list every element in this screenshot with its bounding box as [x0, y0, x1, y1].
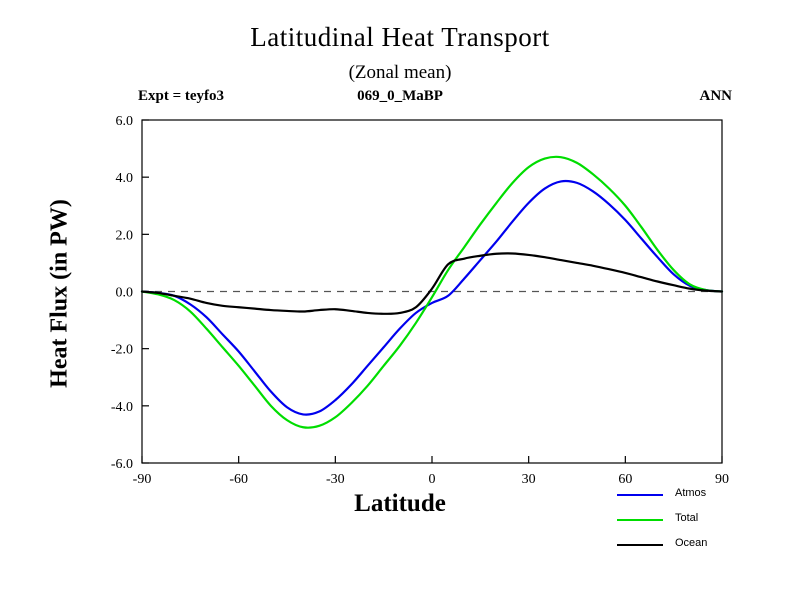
- experiment-annotation: Expt = teyfo3: [138, 88, 225, 104]
- legend-item-atmos: [617, 483, 782, 508]
- series-line-ocean: [142, 253, 722, 313]
- x-tick-label: -90: [132, 472, 152, 487]
- page-title: Latitudinal Heat Transport: [250, 22, 550, 52]
- x-axis-label: Latitude: [354, 490, 446, 517]
- y-tick-label: 2.0: [115, 228, 133, 244]
- legend-swatch-ocean: [617, 544, 663, 546]
- x-tick-label: 60: [618, 472, 633, 487]
- legend-item-total: [617, 508, 782, 533]
- dataset-annotation: 069_0_MaBP: [357, 88, 443, 104]
- y-tick-label: 0.0: [115, 285, 133, 301]
- x-tick-label: 30: [521, 472, 536, 487]
- chart-subtitle: (Zonal mean): [348, 62, 452, 83]
- x-tick-label: -60: [229, 472, 249, 487]
- y-tick-label: 4.0: [115, 171, 133, 187]
- y-tick-label: 6.0: [115, 114, 133, 129]
- legend-label-atmos: Atmos: [675, 487, 707, 499]
- x-tick-label: -30: [325, 472, 345, 487]
- legend-swatch-atmos: [617, 494, 663, 496]
- y-tick-label: -6.0: [110, 457, 133, 472]
- x-tick-label: 90: [715, 472, 729, 487]
- y-axis-label: Heat Flux (in PW): [46, 199, 73, 388]
- legend-item-ocean: [617, 533, 782, 558]
- x-tick-label: 0: [428, 472, 436, 487]
- chart-legend: [617, 483, 782, 558]
- y-tick-label: -2.0: [110, 342, 133, 358]
- season-annotation: ANN: [699, 88, 732, 104]
- series-line-total: [142, 157, 722, 428]
- legend-label-ocean: Ocean: [675, 537, 708, 549]
- legend-label-total: Total: [675, 512, 699, 524]
- legend-swatch-total: [617, 519, 663, 521]
- y-tick-label: -4.0: [110, 399, 133, 415]
